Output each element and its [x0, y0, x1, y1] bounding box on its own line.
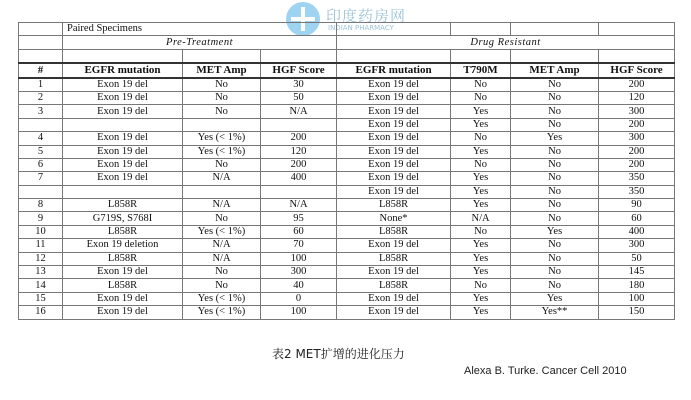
cell-t790m: Yes	[451, 145, 511, 158]
cell-met-post: No	[511, 212, 599, 225]
cell-met-post: No	[511, 78, 599, 92]
cell-hgf-post: 350	[599, 185, 675, 198]
cell-t790m: Yes	[451, 185, 511, 198]
cell-egfr-post: Exon 19 del	[337, 185, 451, 198]
blank-cell	[451, 23, 511, 36]
cell-t790m: No	[451, 132, 511, 145]
blank-cell	[337, 23, 451, 36]
cell-hgf-post: 60	[599, 212, 675, 225]
paired-specimens-table	[18, 22, 675, 320]
cell-number: 15	[19, 292, 63, 305]
cell-egfr-pre: L858R	[63, 225, 183, 238]
cell-met-pre: Yes (< 1%)	[183, 132, 261, 145]
cell-egfr-pre: L858R	[63, 279, 183, 292]
blank-cell	[261, 49, 337, 63]
table-row	[19, 118, 675, 131]
cell-hgf-post: 300	[599, 105, 675, 118]
cell-met-post: No	[511, 252, 599, 265]
cell-egfr-post: Exon 19 del	[337, 239, 451, 252]
cell-met-pre: No	[183, 105, 261, 118]
cell-number	[19, 118, 63, 131]
cell-met-pre: No	[183, 212, 261, 225]
cell-egfr-post: Exon 19 del	[337, 78, 451, 92]
cell-egfr-pre: Exon 19 del	[63, 145, 183, 158]
cell-met-post: No	[511, 118, 599, 131]
cell-t790m: No	[451, 91, 511, 104]
cell-hgf-post: 300	[599, 132, 675, 145]
cell-hgf-post: 200	[599, 118, 675, 131]
table-row	[19, 91, 675, 104]
cell-number: 7	[19, 172, 63, 185]
table-row	[19, 105, 675, 118]
cell-hgf-pre: 120	[261, 145, 337, 158]
cell-egfr-pre: Exon 19 del	[63, 78, 183, 92]
cell-number: 2	[19, 91, 63, 104]
cell-t790m: No	[451, 225, 511, 238]
cell-egfr-post: Exon 19 del	[337, 306, 451, 319]
cell-met-post: No	[511, 199, 599, 212]
table-row	[19, 279, 675, 292]
watermark-text: 印度药房网	[326, 7, 407, 25]
cell-egfr-pre: Exon 19 del	[63, 105, 183, 118]
cell-met-pre: Yes (< 1%)	[183, 306, 261, 319]
cell-met-pre: N/A	[183, 239, 261, 252]
cell-met-post: Yes	[511, 225, 599, 238]
table-row	[19, 212, 675, 225]
cell-number: 10	[19, 225, 63, 238]
cell-hgf-post: 145	[599, 266, 675, 279]
cell-met-pre	[183, 185, 261, 198]
cell-t790m: Yes	[451, 199, 511, 212]
cell-hgf-post: 120	[599, 91, 675, 104]
cell-number: 9	[19, 212, 63, 225]
cell-t790m: Yes	[451, 118, 511, 131]
cell-number: 12	[19, 252, 63, 265]
header-hgf-post: HGF Score	[599, 63, 675, 77]
cell-t790m: Yes	[451, 105, 511, 118]
header-egfr-post: EGFR mutation	[337, 63, 451, 77]
cell-met-post: No	[511, 172, 599, 185]
table-row	[19, 239, 675, 252]
cell-egfr-pre: Exon 19 del	[63, 172, 183, 185]
cell-number: 11	[19, 239, 63, 252]
blank-cell	[63, 49, 183, 63]
table-row	[19, 172, 675, 185]
cell-hgf-pre: 40	[261, 279, 337, 292]
cell-met-post: No	[511, 266, 599, 279]
blank-cell	[337, 49, 451, 63]
cell-egfr-post: Exon 19 del	[337, 145, 451, 158]
cell-hgf-pre: 30	[261, 78, 337, 92]
table-row	[19, 292, 675, 305]
cell-met-pre: No	[183, 91, 261, 104]
blank-cell	[511, 23, 599, 36]
cell-number: 13	[19, 266, 63, 279]
cell-egfr-pre: Exon 19 del	[63, 292, 183, 305]
cell-egfr-post: Exon 19 del	[337, 158, 451, 171]
cell-number: 14	[19, 279, 63, 292]
cell-hgf-post: 90	[599, 199, 675, 212]
table-row	[19, 158, 675, 171]
table-row	[19, 185, 675, 198]
header-met-pre: MET Amp	[183, 63, 261, 77]
cell-hgf-pre: 100	[261, 252, 337, 265]
cell-hgf-pre: 200	[261, 158, 337, 171]
table-caption: 表2 MET扩增的进化压力	[272, 347, 405, 361]
cell-hgf-post: 400	[599, 225, 675, 238]
cell-met-post: Yes	[511, 292, 599, 305]
cell-egfr-pre	[63, 185, 183, 198]
cell-hgf-pre: 95	[261, 212, 337, 225]
header-number: #	[19, 63, 63, 77]
cell-met-pre: N/A	[183, 199, 261, 212]
header-hgf-pre: HGF Score	[261, 63, 337, 77]
cell-met-post: No	[511, 279, 599, 292]
cell-number: 16	[19, 306, 63, 319]
cell-hgf-pre: N/A	[261, 105, 337, 118]
cell-egfr-post: Exon 19 del	[337, 266, 451, 279]
cell-hgf-pre: 70	[261, 239, 337, 252]
table-row	[19, 199, 675, 212]
cell-t790m: Yes	[451, 172, 511, 185]
cell-met-post: No	[511, 105, 599, 118]
cell-egfr-pre: Exon 19 del	[63, 158, 183, 171]
pre-treatment-label: Pre-Treatment	[63, 36, 337, 49]
cell-met-pre: Yes (< 1%)	[183, 225, 261, 238]
cell-t790m: No	[451, 78, 511, 92]
cell-t790m: Yes	[451, 266, 511, 279]
table-row	[19, 78, 675, 92]
cell-met-post: No	[511, 91, 599, 104]
cell-hgf-post: 100	[599, 292, 675, 305]
cell-egfr-post: L858R	[337, 279, 451, 292]
cell-met-pre: Yes (< 1%)	[183, 292, 261, 305]
cell-met-pre: N/A	[183, 252, 261, 265]
table-row	[19, 306, 675, 319]
cell-egfr-post: Exon 19 del	[337, 132, 451, 145]
cell-met-pre: Yes (< 1%)	[183, 145, 261, 158]
cell-met-pre: N/A	[183, 172, 261, 185]
cell-t790m: No	[451, 279, 511, 292]
cell-hgf-post: 350	[599, 172, 675, 185]
cell-hgf-post: 150	[599, 306, 675, 319]
cell-hgf-pre: 400	[261, 172, 337, 185]
cell-hgf-pre: N/A	[261, 199, 337, 212]
header-egfr-pre: EGFR mutation	[63, 63, 183, 77]
cell-number: 5	[19, 145, 63, 158]
cell-number	[19, 185, 63, 198]
cell-egfr-post: Exon 19 del	[337, 292, 451, 305]
cell-hgf-pre: 100	[261, 306, 337, 319]
header-t790m: T790M	[451, 63, 511, 77]
cell-met-post: No	[511, 185, 599, 198]
cell-egfr-pre: Exon 19 deletion	[63, 239, 183, 252]
cell-t790m: Yes	[451, 292, 511, 305]
cell-t790m: Yes	[451, 252, 511, 265]
cell-egfr-pre	[63, 118, 183, 131]
cell-t790m: No	[451, 158, 511, 171]
header-row	[19, 63, 675, 77]
cell-egfr-post: Exon 19 del	[337, 172, 451, 185]
blank-cell	[451, 49, 511, 63]
cell-t790m: Yes	[451, 239, 511, 252]
cell-number: 6	[19, 158, 63, 171]
cell-met-pre: No	[183, 158, 261, 171]
cell-hgf-pre: 60	[261, 225, 337, 238]
cell-egfr-pre: G719S, S768I	[63, 212, 183, 225]
cell-egfr-post: Exon 19 del	[337, 105, 451, 118]
cell-hgf-post: 300	[599, 239, 675, 252]
group-label: Paired Specimens	[63, 23, 337, 36]
cell-egfr-pre: Exon 19 del	[63, 132, 183, 145]
drug-resistant-label: Drug Resistant	[337, 36, 675, 49]
cell-egfr-pre: Exon 19 del	[63, 266, 183, 279]
cell-egfr-pre: L858R	[63, 199, 183, 212]
table-row	[19, 145, 675, 158]
cell-hgf-post: 180	[599, 279, 675, 292]
table-row	[19, 252, 675, 265]
cell-met-pre: No	[183, 279, 261, 292]
cell-hgf-pre: 50	[261, 91, 337, 104]
cell-hgf-post: 200	[599, 78, 675, 92]
table-row	[19, 132, 675, 145]
cell-number: 1	[19, 78, 63, 92]
cell-hgf-post: 200	[599, 145, 675, 158]
cell-hgf-pre	[261, 118, 337, 131]
table-row	[19, 266, 675, 279]
blank-cell	[511, 49, 599, 63]
cell-hgf-pre: 200	[261, 132, 337, 145]
cell-hgf-post: 200	[599, 158, 675, 171]
cell-met-post: No	[511, 158, 599, 171]
blank-cell	[19, 36, 63, 49]
blank-cell	[183, 49, 261, 63]
cell-hgf-pre: 0	[261, 292, 337, 305]
cell-egfr-post: L858R	[337, 225, 451, 238]
cell-egfr-post: Exon 19 del	[337, 118, 451, 131]
cell-egfr-post: None*	[337, 212, 451, 225]
watermark-subtext: INDIAN PHARMACY	[328, 24, 394, 32]
blank-cell	[19, 23, 63, 36]
cell-met-post: Yes**	[511, 306, 599, 319]
citation: Alexa B. Turke. Cancer Cell 2010	[464, 365, 627, 377]
cell-number: 3	[19, 105, 63, 118]
cell-egfr-post: Exon 19 del	[337, 91, 451, 104]
cell-met-post: Yes	[511, 132, 599, 145]
cell-hgf-pre	[261, 185, 337, 198]
cell-egfr-pre: L858R	[63, 252, 183, 265]
cell-number: 8	[19, 199, 63, 212]
cell-egfr-pre: Exon 19 del	[63, 306, 183, 319]
cell-met-pre	[183, 118, 261, 131]
cell-egfr-pre: Exon 19 del	[63, 91, 183, 104]
cell-hgf-post: 50	[599, 252, 675, 265]
cell-met-post: No	[511, 239, 599, 252]
cell-met-post: No	[511, 145, 599, 158]
table-row	[19, 225, 675, 238]
cell-egfr-post: L858R	[337, 252, 451, 265]
blank-cell	[599, 49, 675, 63]
blank-cell	[599, 23, 675, 36]
cell-met-pre: No	[183, 78, 261, 92]
cell-number: 4	[19, 132, 63, 145]
cell-egfr-post: L858R	[337, 199, 451, 212]
cell-t790m: Yes	[451, 306, 511, 319]
blank-cell	[19, 49, 63, 63]
cell-met-pre: No	[183, 266, 261, 279]
cell-t790m: N/A	[451, 212, 511, 225]
header-met-post: MET Amp	[511, 63, 599, 77]
cell-hgf-pre: 300	[261, 266, 337, 279]
